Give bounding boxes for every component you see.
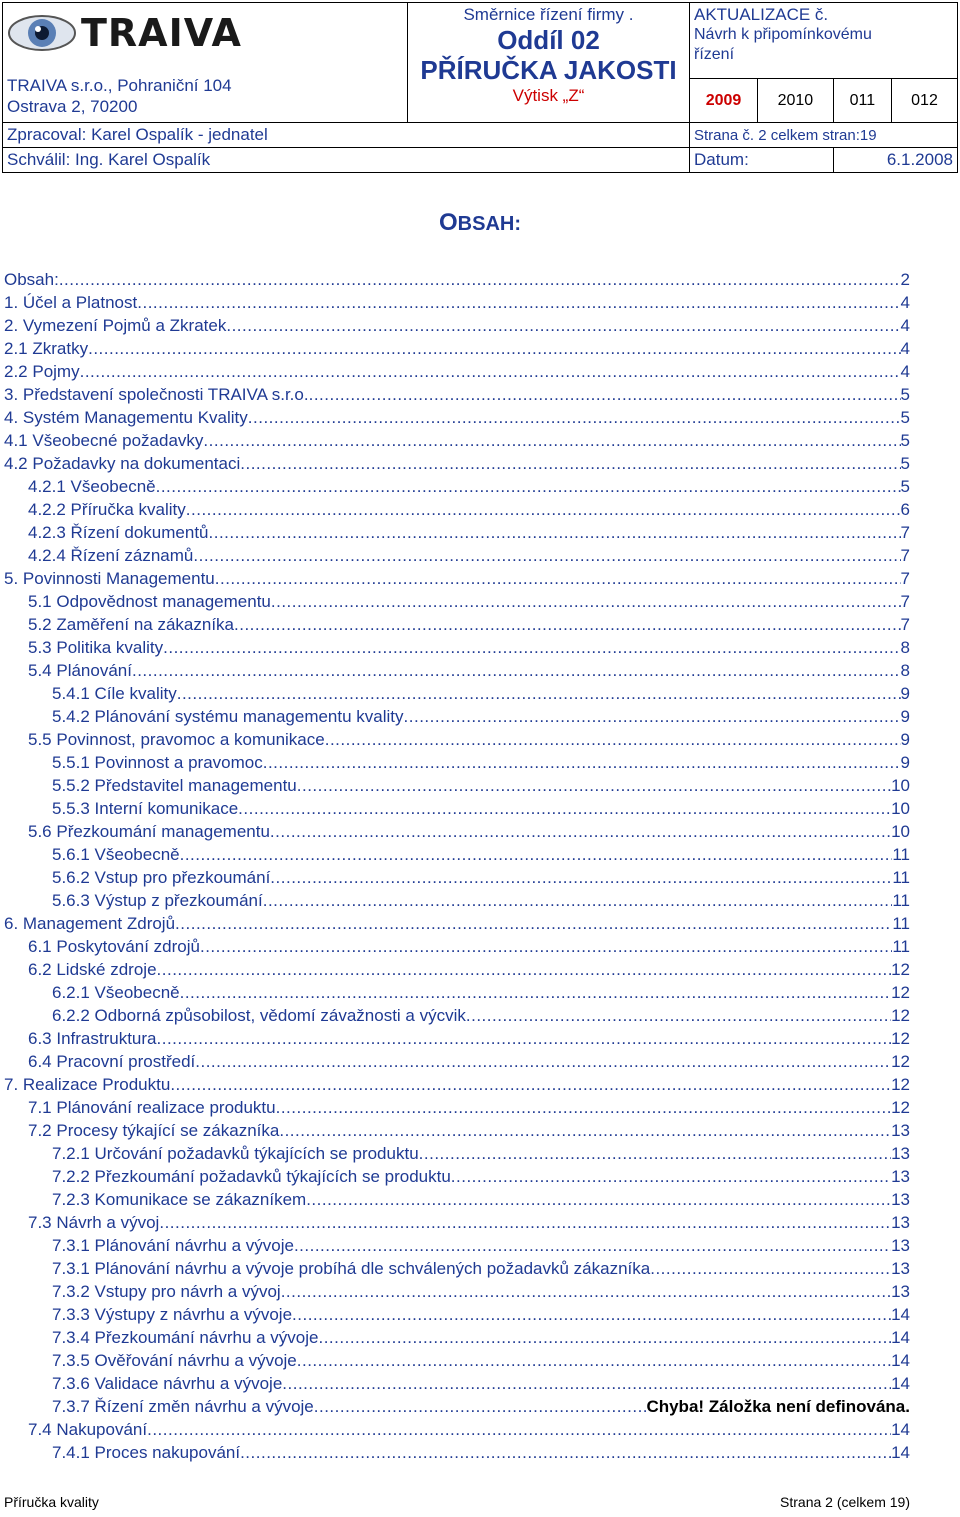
toc-leader-dots <box>200 935 892 958</box>
toc-entry-page: 9 <box>900 684 910 703</box>
toc-entry-page: 4 <box>900 293 910 312</box>
toc-entry-label: 2.1 Zkratky <box>4 339 89 358</box>
toc-leader-dots <box>270 866 892 889</box>
toc-leader-dots <box>159 1211 891 1234</box>
toc-entry-page: 9 <box>900 730 910 749</box>
table-of-contents <box>4 268 910 1464</box>
toc-entry-label: 6.1 Poskytování zdrojů <box>28 937 200 956</box>
toc-leader-dots <box>88 337 900 360</box>
proposal-line1: Návrh k připomínkovému <box>694 26 872 43</box>
toc-entry-label: 5.5 Povinnost, pravomoc a komunikace <box>28 730 325 749</box>
year-012: 012 <box>911 92 938 109</box>
toc-entry[interactable] <box>4 1372 910 1395</box>
toc-entry-label: 7.3.5 Ověřování návrhu a vývoje <box>52 1351 297 1370</box>
toc-entry-label: 4.2.4 Řízení záznamů <box>28 546 194 565</box>
toc-entry[interactable] <box>4 475 910 498</box>
toc-leader-dots <box>234 613 901 636</box>
toc-entry-label: 7.3.2 Vstupy pro návrh a vývoj <box>52 1282 281 1301</box>
toc-leader-dots <box>294 1234 891 1257</box>
toc-leader-dots <box>248 406 901 429</box>
toc-entry-label: 7.3 Návrh a vývoj <box>28 1213 160 1232</box>
page-info: Strana č. 2 celkem stran:19 <box>690 123 958 148</box>
toc-entry-page: 9 <box>900 753 910 772</box>
toc-entry-page: 5 <box>900 431 910 450</box>
toc-entry-label: 7.2 Procesy týkající se zákazníka <box>28 1121 280 1140</box>
toc-entry-page: 14 <box>891 1351 910 1370</box>
toc-entry-page: 12 <box>891 1029 910 1048</box>
toc-entry-page: 7 <box>900 592 910 611</box>
toc-entry-label: 7. Realizace Produktu <box>4 1075 171 1094</box>
toc-entry-page: 7 <box>900 546 910 565</box>
toc-entry-label: 7.3.1 Plánování návrhu a vývoje <box>52 1236 294 1255</box>
footer-left: Příručka kvality <box>4 1494 99 1510</box>
toc-entry[interactable] <box>4 337 910 360</box>
toc-entry[interactable] <box>4 383 910 406</box>
toc-leader-dots <box>193 544 900 567</box>
toc-entry-page: 5 <box>900 477 910 496</box>
toc-leader-dots <box>147 1418 891 1441</box>
toc-entry[interactable] <box>4 728 910 751</box>
toc-entry-page: 10 <box>891 776 910 795</box>
toc-leader-dots <box>215 567 901 590</box>
toc-entry-label: 4.1 Všeobecné požadavky <box>4 431 204 450</box>
logo-text: TRAIVA <box>81 11 242 55</box>
toc-entry-label: 7.4 Nakupování <box>28 1420 148 1439</box>
toc-entry-label: 2. Vymezení Pojmů a Zkratek <box>4 316 227 335</box>
toc-entry-label: 5.6.3 Výstup z přezkoumání <box>52 891 263 910</box>
toc-entry[interactable] <box>4 521 910 544</box>
proposal-line2: řízení <box>694 46 735 63</box>
toc-entry-label: 7.3.6 Validace návrhu a vývoje <box>52 1374 283 1393</box>
toc-entry[interactable] <box>4 1119 910 1142</box>
toc-entry-label: 6. Management Zdrojů <box>4 914 176 933</box>
toc-entry-label: 1. Účel a Platnost <box>4 293 138 312</box>
toc-entry[interactable] <box>4 682 910 705</box>
toc-entry[interactable] <box>4 866 910 889</box>
toc-entry[interactable] <box>4 820 910 843</box>
toc-leader-dots <box>466 1004 891 1027</box>
toc-entry-page: 12 <box>891 1075 910 1094</box>
date-label: Datum: <box>690 148 834 173</box>
toc-leader-dots <box>292 1303 891 1326</box>
toc-entry[interactable] <box>4 544 910 567</box>
toc-leader-dots <box>263 889 893 912</box>
toc-entry-page: 8 <box>900 638 910 657</box>
toc-entry[interactable] <box>4 1050 910 1073</box>
page-footer <box>4 1494 910 1510</box>
toc-entry-page: 4 <box>900 362 910 381</box>
toc-leader-dots <box>314 1395 647 1418</box>
toc-entry-label: 5.3 Politika kvality <box>28 638 164 657</box>
year-011: 011 <box>834 79 892 122</box>
toc-entry[interactable] <box>4 889 910 912</box>
toc-leader-dots <box>282 1372 891 1395</box>
toc-leader-dots <box>404 705 901 728</box>
toc-entry-page: 11 <box>892 937 910 956</box>
toc-entry-page: 11 <box>892 845 910 864</box>
toc-entry-page: Chyba! Záložka není definována. <box>646 1397 910 1416</box>
toc-entry-page: 13 <box>891 1259 910 1278</box>
company-cell <box>3 3 408 123</box>
toc-entry-label: 7.3.3 Výstupy z návrhu a vývoje <box>52 1305 293 1324</box>
toc-entry-page: 14 <box>891 1420 910 1439</box>
toc-entry[interactable] <box>4 1142 910 1165</box>
toc-entry-label: 7.1 Plánování realizace produktu <box>28 1098 276 1117</box>
update-label: AKTUALIZACE č. <box>694 5 829 24</box>
toc-entry[interactable] <box>4 751 910 774</box>
toc-leader-dots <box>132 659 901 682</box>
toc-entry[interactable] <box>4 498 910 521</box>
date-value: 6.1.2008 <box>834 148 958 173</box>
toc-leader-dots <box>180 981 891 1004</box>
toc-entry-page: 13 <box>891 1144 910 1163</box>
toc-leader-dots <box>263 751 901 774</box>
toc-entry-label: 5.1 Odpovědnost managementu <box>28 592 271 611</box>
toc-entry-label: Obsah: <box>4 270 59 289</box>
toc-entry-label: 5.5.3 Interní komunikace <box>52 799 239 818</box>
toc-entry-page: 14 <box>891 1328 910 1347</box>
toc-entry[interactable] <box>4 360 910 383</box>
toc-entry-page: 13 <box>891 1236 910 1255</box>
toc-entry-page: 7 <box>900 615 910 634</box>
toc-entry-page: 12 <box>891 960 910 979</box>
toc-entry[interactable] <box>4 774 910 797</box>
toc-entry[interactable] <box>4 1349 910 1372</box>
toc-entry-label: 7.2.2 Přezkoumání požadavků týkajících se produktu <box>52 1167 451 1186</box>
toc-leader-dots <box>276 1096 891 1119</box>
toc-leader-dots <box>240 452 900 475</box>
year-2009: 2009 <box>690 79 758 122</box>
toc-entry-label: 7.3.7 Řízení změn návrhu a vývoje <box>52 1397 314 1416</box>
toc-entry-label: 4.2 Požadavky na dokumentaci <box>4 454 241 473</box>
toc-leader-dots <box>650 1257 891 1280</box>
toc-entry-label: 6.4 Pracovní prostředí <box>28 1052 196 1071</box>
copy-label: Výtisk „Z“ <box>512 86 585 105</box>
toc-entry[interactable] <box>4 291 910 314</box>
toc-entry-page: 13 <box>891 1167 910 1186</box>
toc-entry[interactable] <box>4 429 910 452</box>
toc-entry[interactable] <box>4 1073 910 1096</box>
toc-entry[interactable] <box>4 797 910 820</box>
toc-leader-dots <box>271 590 901 613</box>
toc-entry-page: 9 <box>900 707 910 726</box>
toc-leader-dots <box>80 360 901 383</box>
toc-entry-label: 6.2.2 Odborná způsobilost, vědomí závažnosti a výcvik <box>52 1006 466 1025</box>
toc-entry-page: 5 <box>900 454 910 473</box>
toc-leader-dots <box>203 429 900 452</box>
toc-entry-label: 5. Povinnosti Managementu <box>4 569 215 588</box>
toc-entry-label: 7.3.1 Plánování návrhu a vývoje probíhá dle schválených požadavků zákazníka <box>52 1259 651 1278</box>
toc-entry-page: 4 <box>900 339 910 358</box>
company-logo <box>7 7 403 59</box>
toc-entry-page: 14 <box>891 1305 910 1324</box>
toc-entry[interactable] <box>4 1096 910 1119</box>
update-cell <box>690 3 958 123</box>
footer-right: Strana 2 (celkem 19) <box>780 1494 910 1510</box>
toc-entry-label: 5.4.1 Cíle kvality <box>52 684 177 703</box>
toc-entry-page: 12 <box>891 1098 910 1117</box>
toc-entry[interactable] <box>4 1211 910 1234</box>
toc-entry-label: 6.3 Infrastruktura <box>28 1029 157 1048</box>
toc-entry[interactable] <box>4 981 910 1004</box>
toc-leader-dots <box>156 475 901 498</box>
toc-entry[interactable] <box>4 705 910 728</box>
toc-entry-label: 4. Systém Managementu Kvality <box>4 408 248 427</box>
toc-leader-dots <box>238 797 891 820</box>
toc-entry-label: 2.2 Pojmy <box>4 362 80 381</box>
toc-entry[interactable] <box>4 958 910 981</box>
toc-leader-dots <box>177 682 901 705</box>
toc-entry-label: 5.2 Zaměření na zákazníka <box>28 615 235 634</box>
toc-leader-dots <box>306 1188 891 1211</box>
toc-leader-dots <box>209 521 901 544</box>
toc-entry-page: 10 <box>891 799 910 818</box>
toc-entry-page: 12 <box>891 1052 910 1071</box>
directive-label: Směrnice řízení firmy . <box>463 5 634 24</box>
toc-leader-dots <box>451 1165 891 1188</box>
company-address-line2: Ostrava 2, 70200 <box>7 97 138 116</box>
toc-leader-dots <box>318 1326 891 1349</box>
toc-entry-page: 14 <box>891 1443 910 1462</box>
toc-entry-label: 5.4 Plánování <box>28 661 132 680</box>
toc-entry-page: 12 <box>891 983 910 1002</box>
toc-leader-dots <box>163 636 900 659</box>
toc-entry-page: 4 <box>900 316 910 335</box>
toc-entry-label: 6.2.1 Všeobecně <box>52 983 180 1002</box>
section-label: Oddíl 02 <box>497 25 600 55</box>
toc-entry-label: 7.2.1 Určování požadavků týkajících se produktu <box>52 1144 419 1163</box>
toc-entry[interactable] <box>4 1257 910 1280</box>
company-address-line1: TRAIVA s.r.o., Pohraniční 104 <box>7 76 232 95</box>
toc-entry-page: 13 <box>891 1121 910 1140</box>
toc-entry-label: 5.6 Přezkoumání managementu <box>28 822 270 841</box>
handbook-title: PŘÍRUČKA JAKOSTI <box>420 55 677 85</box>
toc-entry-page: 13 <box>891 1190 910 1209</box>
toc-entry-page: 11 <box>892 891 910 910</box>
toc-leader-dots <box>325 728 901 751</box>
toc-entry-page: 13 <box>891 1282 910 1301</box>
toc-leader-dots <box>270 820 891 843</box>
toc-entry[interactable] <box>4 935 910 958</box>
prepared-by: Zpracoval: Karel Ospalík - jednatel <box>3 123 690 148</box>
toc-leader-dots <box>180 843 893 866</box>
document-title-cell <box>408 3 690 123</box>
document-header <box>2 2 957 179</box>
toc-entry-label: 7.4.1 Proces nakupování <box>52 1443 241 1462</box>
toc-leader-dots <box>297 1349 891 1372</box>
page-title: OBSAH: <box>438 209 521 236</box>
toc-leader-dots <box>281 1280 891 1303</box>
toc-leader-dots <box>297 774 891 797</box>
toc-leader-dots <box>59 268 901 291</box>
toc-entry-label: 5.5.1 Povinnost a pravomoc <box>52 753 263 772</box>
toc-leader-dots <box>279 1119 891 1142</box>
toc-entry-label: 4.2.1 Všeobecně <box>28 477 156 496</box>
toc-leader-dots <box>137 291 900 314</box>
toc-entry[interactable] <box>4 636 910 659</box>
toc-entry[interactable] <box>4 406 910 429</box>
toc-leader-dots <box>226 314 900 337</box>
toc-entry-label: 3. Představení společnosti TRAIVA s.r.o. <box>4 385 309 404</box>
toc-entry-label: 4.2.3 Řízení dokumentů <box>28 523 209 542</box>
toc-entry-page: 11 <box>892 868 910 887</box>
toc-entry-page: 13 <box>891 1213 910 1232</box>
toc-entry-page: 2 <box>900 270 910 289</box>
toc-leader-dots <box>195 1050 891 1073</box>
toc-entry[interactable] <box>4 1027 910 1050</box>
toc-entry[interactable] <box>4 1234 910 1257</box>
toc-entry-label: 6.2 Lidské zdroje <box>28 960 157 979</box>
toc-entry[interactable] <box>4 268 910 291</box>
toc-entry-label: 5.6.1 Všeobecně <box>52 845 180 864</box>
toc-leader-dots <box>175 912 892 935</box>
toc-entry-page: 12 <box>891 1006 910 1025</box>
toc-leader-dots <box>186 498 901 521</box>
toc-entry[interactable] <box>4 912 910 935</box>
toc-entry[interactable] <box>4 1326 910 1349</box>
toc-entry[interactable] <box>4 452 910 475</box>
toc-leader-dots <box>157 1027 892 1050</box>
toc-leader-dots <box>309 383 901 406</box>
toc-entry-page: 10 <box>891 822 910 841</box>
toc-entry-label: 5.5.2 Představitel managementu <box>52 776 297 795</box>
toc-entry-page: 8 <box>900 661 910 680</box>
toc-entry[interactable] <box>4 843 910 866</box>
approved-by: Schválil: Ing. Karel Ospalík <box>3 148 690 173</box>
toc-entry-page: 11 <box>892 914 910 933</box>
toc-entry[interactable] <box>4 613 910 636</box>
toc-entry-page: 5 <box>900 385 910 404</box>
toc-leader-dots <box>419 1142 891 1165</box>
toc-entry[interactable] <box>4 314 910 337</box>
toc-entry[interactable] <box>4 1188 910 1211</box>
toc-entry-label: 5.4.2 Plánování systému managementu kvality <box>52 707 404 726</box>
toc-entry[interactable] <box>4 590 910 613</box>
toc-entry-label: 7.3.4 Přezkoumání návrhu a vývoje <box>52 1328 319 1347</box>
toc-entry[interactable] <box>4 1280 910 1303</box>
toc-entry[interactable] <box>4 1395 910 1418</box>
toc-entry[interactable] <box>4 659 910 682</box>
year-2010: 2010 <box>758 79 834 122</box>
toc-entry-page: 7 <box>900 523 910 542</box>
toc-entry-label: 5.6.2 Vstup pro přezkoumání <box>52 868 271 887</box>
toc-entry-page: 7 <box>900 569 910 588</box>
toc-entry-label: 4.2.2 Příručka kvality <box>28 500 186 519</box>
toc-entry[interactable] <box>4 1165 910 1188</box>
eye-icon <box>7 9 77 57</box>
toc-entry[interactable] <box>4 567 910 590</box>
toc-leader-dots <box>157 958 892 981</box>
toc-entry[interactable] <box>4 1004 910 1027</box>
toc-entry-page: 14 <box>891 1374 910 1393</box>
toc-entry[interactable] <box>4 1303 910 1326</box>
toc-leader-dots <box>170 1073 891 1096</box>
toc-entry-page: 5 <box>900 408 910 427</box>
toc-entry-label: 7.2.3 Komunikace se zákazníkem <box>52 1190 307 1209</box>
toc-entry[interactable] <box>4 1441 910 1464</box>
toc-entry[interactable] <box>4 1418 910 1441</box>
toc-leader-dots <box>240 1441 891 1464</box>
toc-entry-page: 6 <box>900 500 910 519</box>
